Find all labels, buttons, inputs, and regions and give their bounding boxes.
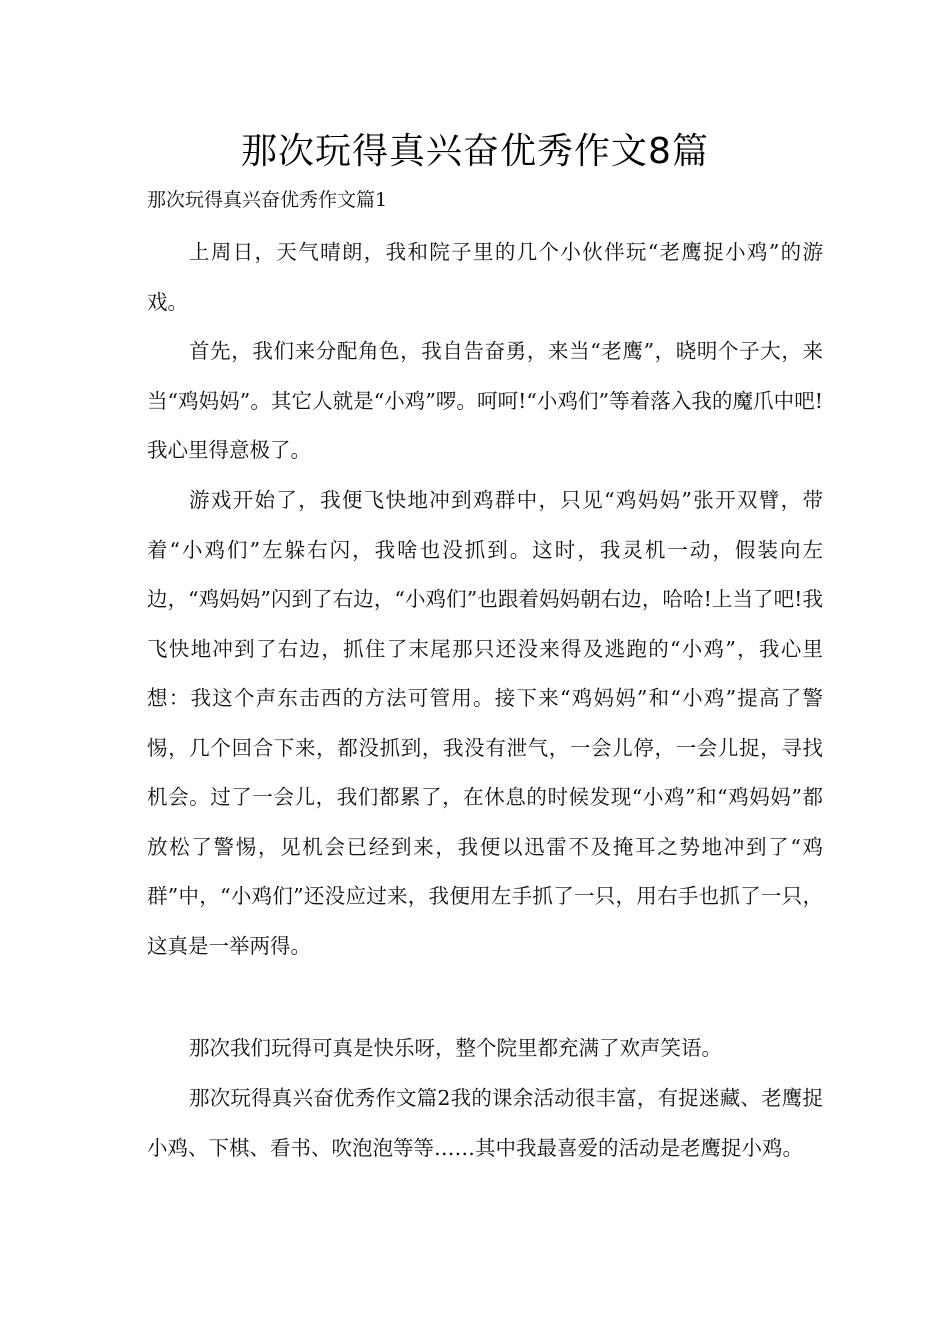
paragraph: 上周日，天气晴朗，我和院子里的几个小伙伴玩“老鹰捉小鸡”的游戏。 (147, 240, 823, 314)
paragraph: 那次我们玩得可真是快乐呀，整个院里都充满了欢声笑语。 (189, 1036, 722, 1060)
paragraph: 游戏开始了，我便飞快地冲到鸡群中，只见“鸡妈妈”张开双臂，带着“小鸡们”左躲右闪，我啥也没抓到。这时，我灵机一动，假装向左边，“鸡妈妈”闪到了右边，“小鸡们”也跟着妈妈朝右边，哈哈!上当了吧!我飞快地冲到了右边，抓住了末尾那只还没来得及逃跑的“小鸡”，我心里想：我这个声东击西的方法可管用。接下来“鸡妈妈”和“小鸡”提高了警惕，几个回合下来，都没抓到，我没有泄气，一会儿停，一会儿捉，寻找机会。过了一会儿，我们都累了，在休息的时候发现“小鸡”和“鸡妈妈”都放松了警惕，见机会已经到来，我便以迅雷不及掩耳之势地冲到了“鸡群”中，“小鸡们”还没应过来，我便用左手抓了一只，用右手也抓了一只，这真是一举两得。 (147, 488, 823, 958)
paragraph: 首先，我们来分配角色，我自告奋勇，来当“老鹰”，晓明个子大，来当“鸡妈妈”。其它人就是“小鸡”啰。呵呵!“小鸡们”等着落入我的魔爪中吧!我心里得意极了。 (147, 339, 823, 462)
paragraph: 那次玩得真兴奋优秀作文篇2我的课余活动很丰富，有捉迷藏、老鹰捉小鸡、下棋、看书、吹泡泡等等……其中我最喜爱的活动是老鹰捉小鸡。 (147, 1086, 823, 1160)
document-title: 那次玩得真兴奋优秀作文8篇 (241, 131, 709, 172)
article-subtitle: 那次玩得真兴奋优秀作文篇1 (147, 189, 388, 211)
